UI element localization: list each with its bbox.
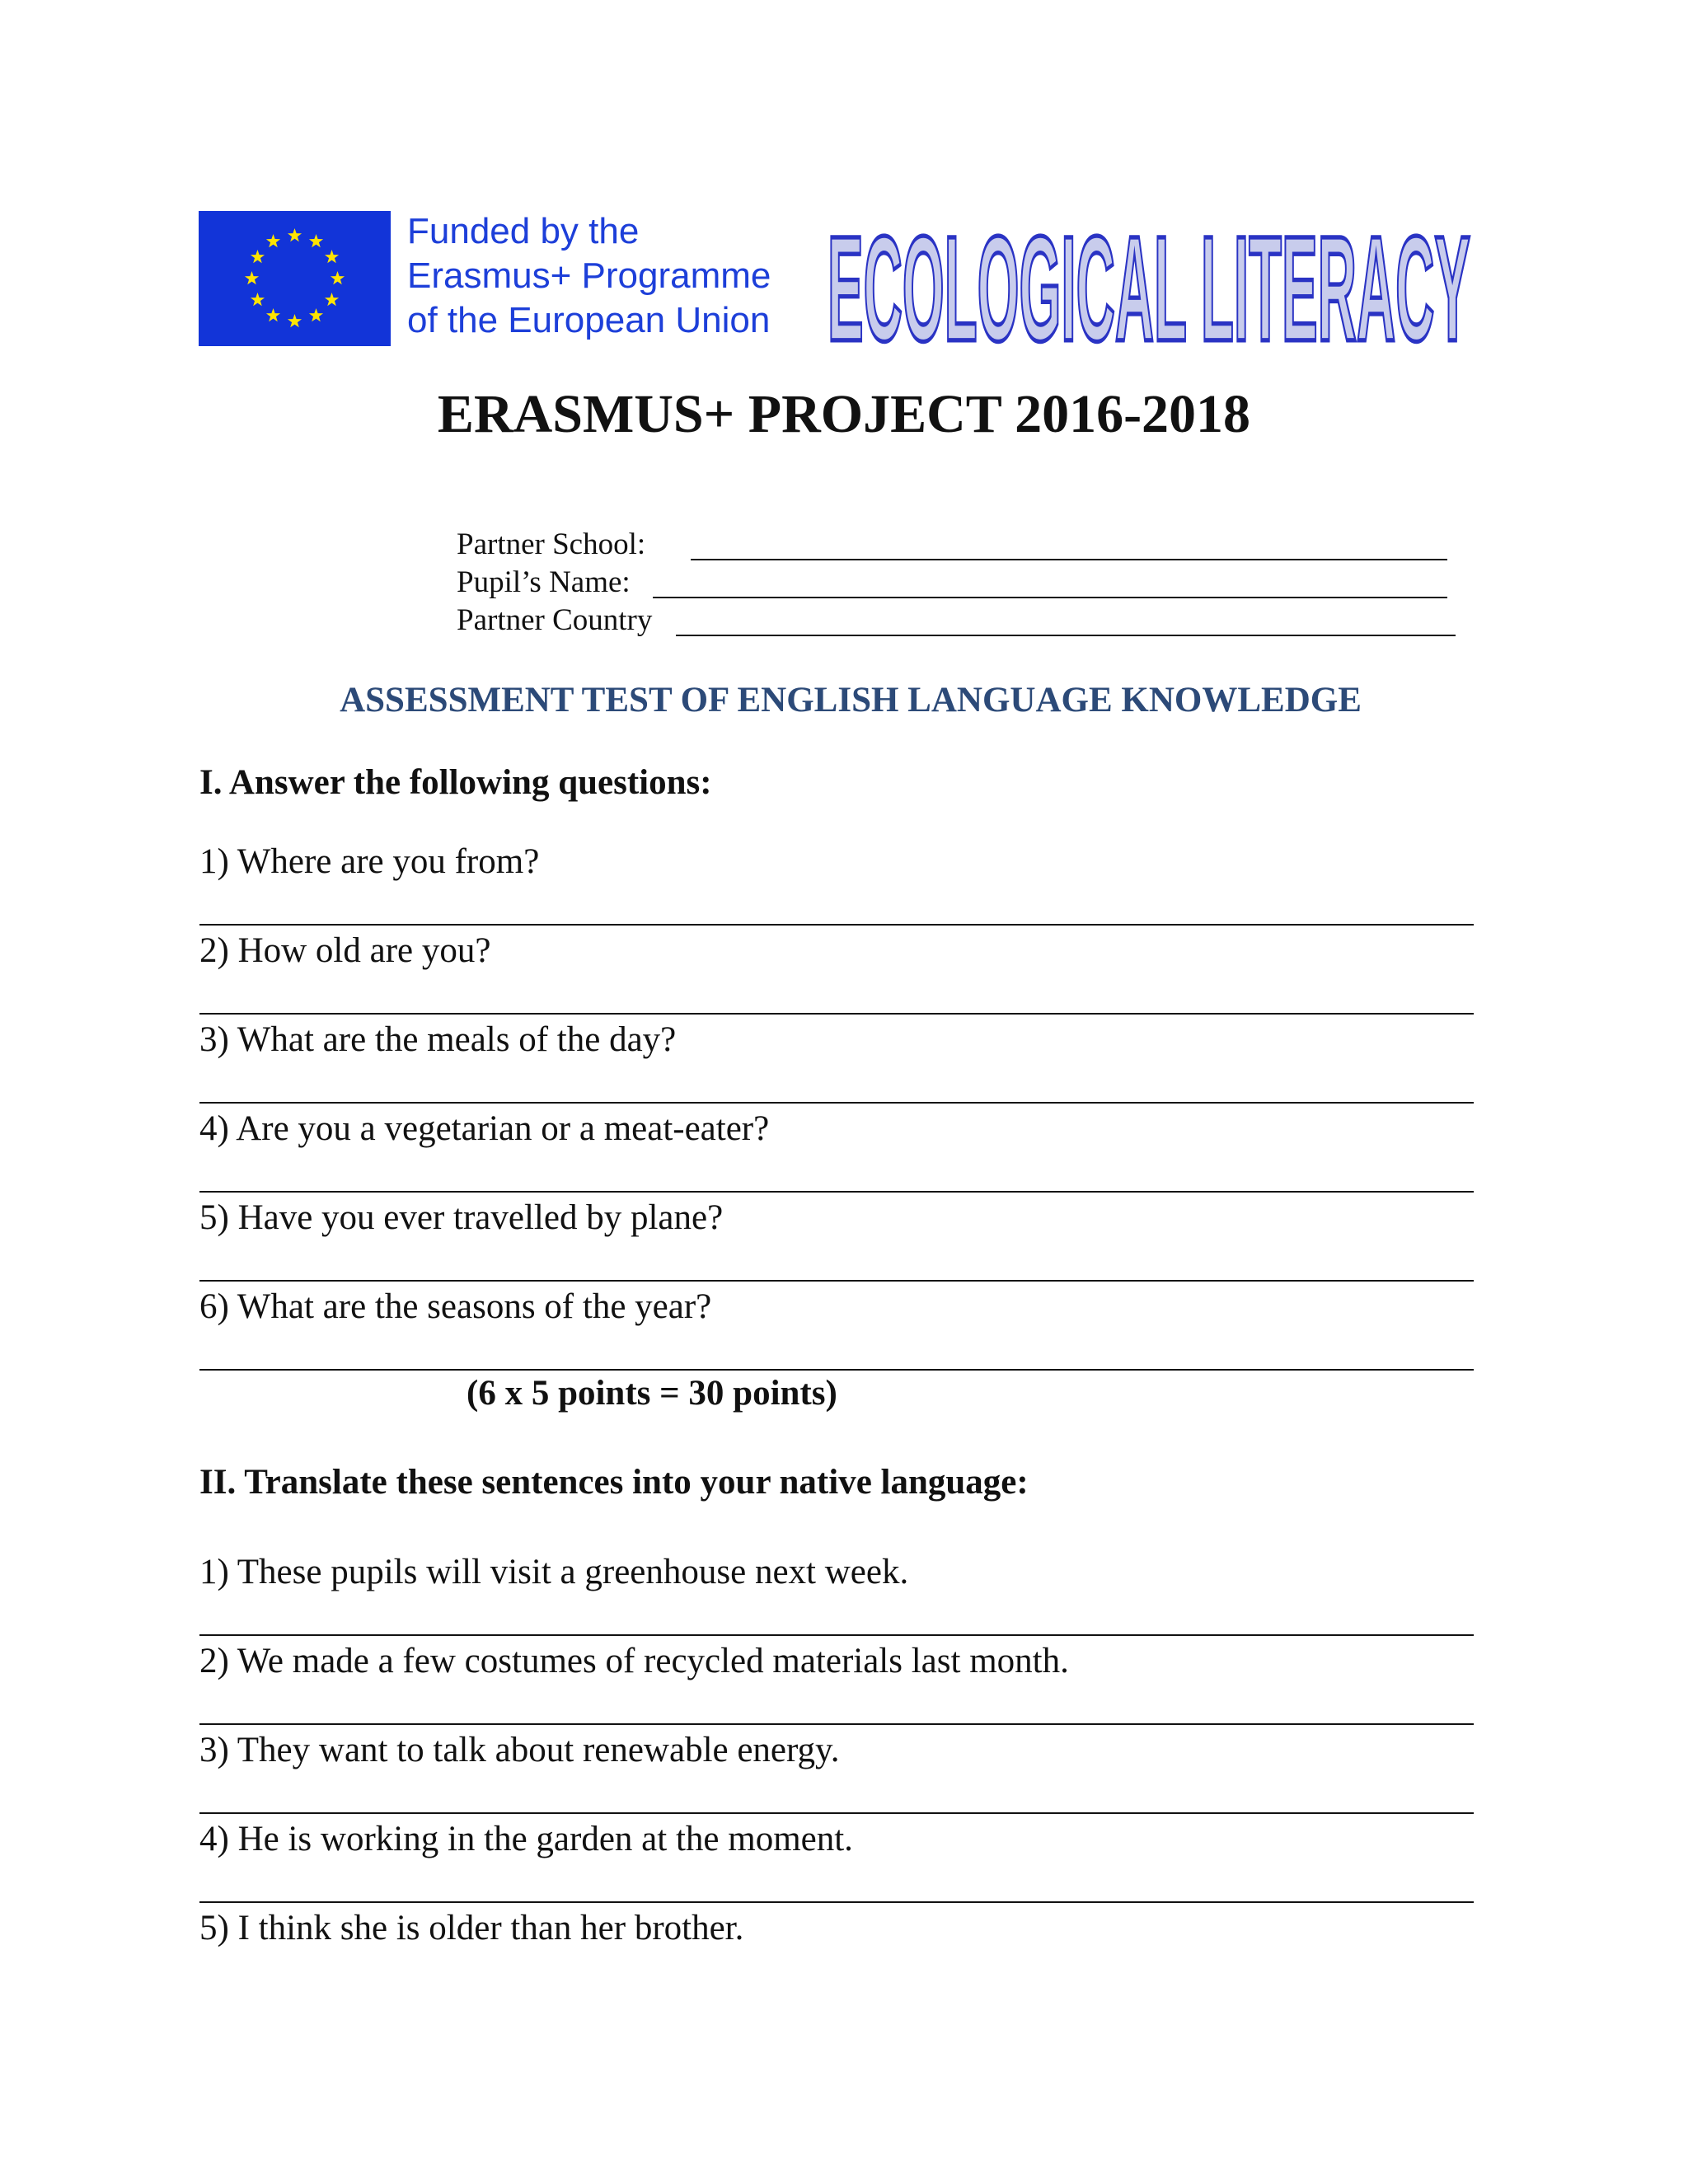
eu-star-icon (266, 308, 280, 321)
field-label: Partner School: (457, 527, 646, 561)
eu-star-icon (288, 314, 302, 327)
section-2-title: II. Translate these sentences into your native language: (199, 1463, 1029, 1502)
section-1-title: I. Answer the following questions: (199, 763, 712, 802)
question: 2) How old are you? (199, 931, 491, 970)
partner-school-line[interactable] (691, 559, 1447, 560)
assessment-subtitle: ASSESSMENT TEST OF ENGLISH LANGUAGE KNOWLEDGE (340, 681, 1362, 719)
partner-country-line[interactable] (676, 635, 1456, 636)
answer-line[interactable] (199, 1280, 1474, 1282)
logo-text: ECOLOGICAL LITERACY (828, 205, 1470, 350)
eu-star-icon (309, 308, 323, 321)
answer-line[interactable] (199, 1102, 1474, 1104)
answer-line[interactable] (199, 1013, 1474, 1015)
sentence: 5) I think she is older than her brother. (199, 1909, 744, 1947)
question: 3) What are the meals of the day? (199, 1020, 677, 1059)
question: 1) Where are you from? (199, 842, 540, 881)
partner-country-field (457, 602, 652, 640)
answer-line[interactable] (199, 1191, 1474, 1193)
page-title: ERASMUS+ PROJECT 2016-2018 (437, 384, 1251, 444)
eu-star-icon (266, 234, 280, 247)
eu-star-icon (309, 234, 323, 247)
field-label: Pupil’s Name: (457, 565, 631, 599)
funded-line: Funded by the (407, 211, 640, 251)
ecological-literacy-logo (821, 198, 1480, 350)
eu-star-icon (245, 271, 259, 284)
eu-star-icon (288, 228, 302, 241)
answer-line[interactable] (199, 1901, 1474, 1903)
funded-line: of the European Union (407, 300, 771, 340)
sentence: 3) They want to talk about renewable energy. (199, 1731, 840, 1769)
sentence: 1) These pupils will visit a greenhouse next week. (199, 1553, 909, 1591)
funded-line: Erasmus+ Programme (407, 255, 771, 296)
question: 4) Are you a vegetarian or a meat-eater? (199, 1109, 770, 1148)
eu-star-icon (251, 293, 265, 306)
sentence: 4) He is working in the garden at the moment. (199, 1820, 853, 1858)
question: 5) Have you ever travelled by plane? (199, 1198, 724, 1237)
funded-by-text (407, 209, 836, 343)
partner-school-field (457, 526, 645, 564)
sentence: 2) We made a few costumes of recycled materials last month. (199, 1642, 1069, 1680)
answer-line[interactable] (199, 1634, 1474, 1636)
eu-flag-icon (199, 211, 391, 346)
pupil-name-field (457, 564, 631, 602)
points-summary: (6 x 5 points = 30 points) (467, 1374, 837, 1413)
field-label: Partner Country (457, 603, 653, 637)
question: 6) What are the seasons of the year? (199, 1287, 712, 1326)
answer-line[interactable] (199, 1723, 1474, 1725)
pupil-name-line[interactable] (653, 597, 1447, 598)
answer-line[interactable] (199, 924, 1474, 926)
answer-line[interactable] (199, 1812, 1474, 1814)
eu-star-icon (325, 293, 339, 306)
eu-star-icon (251, 250, 265, 263)
eu-star-icon (331, 271, 345, 284)
eu-star-icon (325, 250, 339, 263)
